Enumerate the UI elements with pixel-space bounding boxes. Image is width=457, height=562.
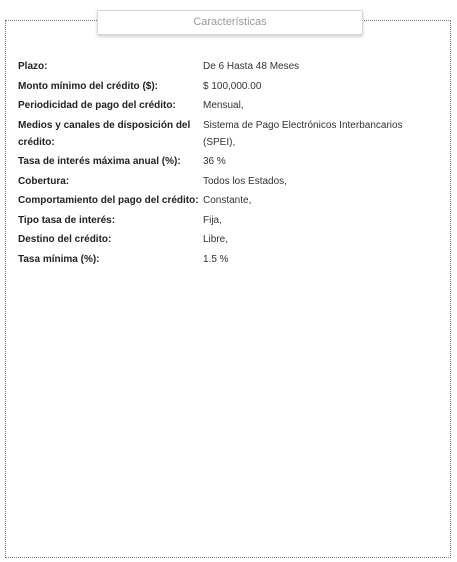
row-periodicidad [18, 97, 438, 114]
row-value: Mensual, [203, 100, 244, 111]
row-cobertura [18, 173, 438, 190]
row-tasa-minima [18, 251, 438, 268]
row-value: Fija, [203, 214, 222, 226]
row-medios-canales [18, 117, 438, 151]
row-value: Constante, [203, 195, 252, 206]
row-label: Monto mínimo del crédito ($): [18, 80, 158, 92]
characteristics-tab[interactable]: Características [97, 10, 363, 35]
row-monto-minimo [18, 78, 438, 95]
row-value: 1.5 % [203, 253, 229, 265]
row-value: 36 % [203, 156, 226, 167]
row-plazo [18, 58, 438, 75]
row-label: Comportamiento del pago del crédito: [18, 195, 199, 206]
row-destino [18, 231, 438, 248]
row-label: Periodicidad de pago del crédito: [18, 100, 176, 111]
row-label: Tasa de interés máxima anual (%): [18, 156, 181, 167]
characteristics-list [18, 58, 438, 270]
row-value: Sistema de Pago Electrónicos Interbancarios (SPEI), [203, 119, 403, 148]
row-value: Libre, [203, 234, 229, 245]
row-label: Plazo: [18, 61, 48, 72]
row-tipo-tasa [18, 212, 438, 229]
row-label: Cobertura: [18, 175, 70, 187]
row-label: Medios y canales de disposición del crédito: [18, 119, 191, 148]
row-tasa-maxima [18, 153, 438, 170]
row-comportamiento [18, 192, 438, 209]
row-value: Todos los Estados, [203, 175, 287, 187]
row-label: Destino del crédito: [18, 234, 112, 245]
row-value: $ 100,000.00 [203, 80, 262, 92]
row-label: Tasa mínima (%): [18, 253, 100, 265]
row-label: Tipo tasa de interés: [18, 214, 116, 226]
row-value: De 6 Hasta 48 Meses [203, 61, 300, 72]
